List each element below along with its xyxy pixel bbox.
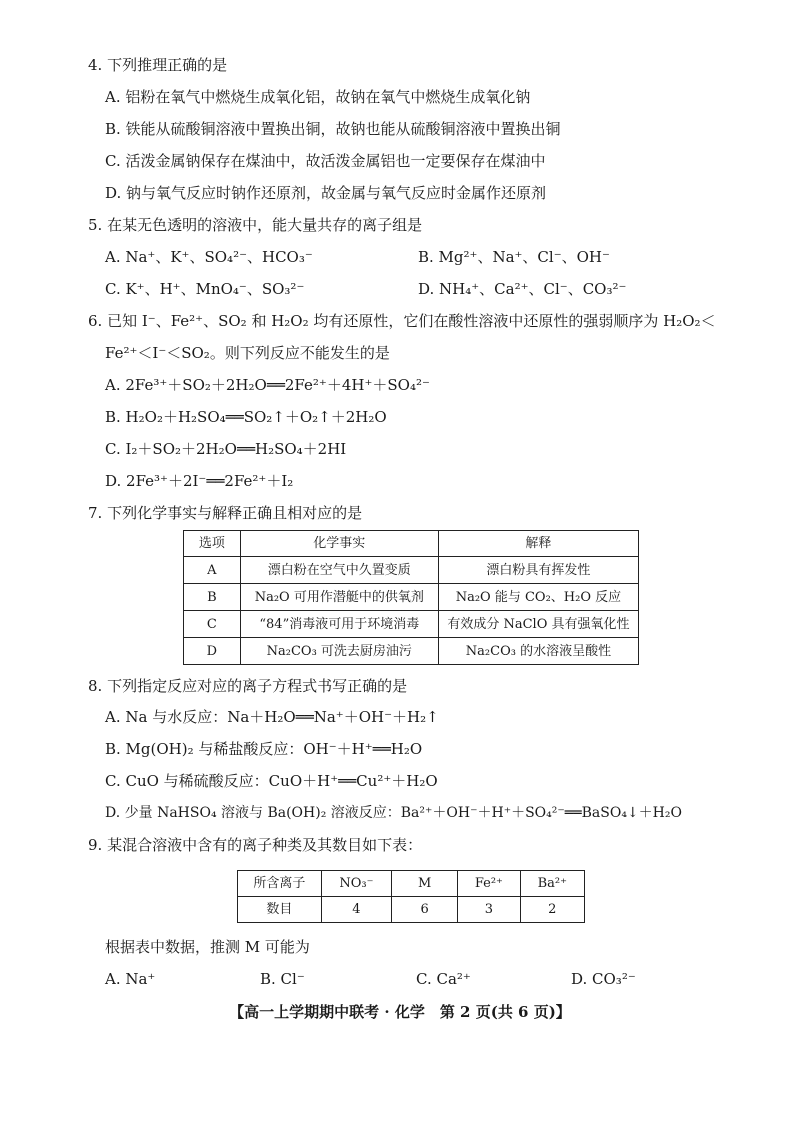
table-header: 化学事实: [240, 531, 438, 557]
table-cell: A: [184, 557, 241, 584]
q6-option-d: D. 2Fe³⁺＋2I⁻══2Fe²⁺＋I₂: [105, 472, 294, 490]
q4-option-a: A. 铝粉在氧气中燃烧生成氧化铝，故钠在氧气中燃烧生成氧化钠: [105, 88, 531, 106]
q9-option-c: C. Ca²⁺: [416, 970, 471, 988]
q6-option-c: C. I₂＋SO₂＋2H₂O══H₂SO₄＋2HI: [105, 440, 347, 458]
q4-option-d: D. 钠与氧气反应时钠作还原剂，故金属与氧气反应时金属作还原剂: [105, 184, 547, 202]
q5-option-a: A. Na⁺、K⁺、SO₄²⁻、HCO₃⁻: [105, 248, 313, 266]
table-cell: NO₃⁻: [321, 871, 391, 897]
q5-stem: 5. 在某无色透明的溶液中，能大量共存的离子组是: [88, 216, 423, 234]
table-cell: Ba²⁺: [520, 871, 584, 897]
q4-option-c: C. 活泼金属钠保存在煤油中，故活泼金属铝也一定要保存在煤油中: [105, 152, 546, 170]
table-header-row: [184, 531, 639, 557]
table-row: [184, 584, 639, 611]
q8-option-c: C. CuO 与稀硫酸反应：CuO＋H⁺══Cu²⁺＋H₂O: [105, 772, 438, 790]
q7-table: [183, 530, 639, 665]
q5-option-c: C. K⁺、H⁺、MnO₄⁻、SO₃²⁻: [105, 280, 305, 298]
table-cell: Na₂O 能与 CO₂、H₂O 反应: [438, 584, 638, 611]
q6-stem-line2: Fe²⁺＜I⁻＜SO₂。则下列反应不能发生的是: [105, 344, 390, 362]
table-cell: Na₂CO₃ 的水溶液呈酸性: [438, 638, 638, 665]
table-cell: 有效成分 NaClO 具有强氧化性: [438, 611, 638, 638]
table-cell: C: [184, 611, 241, 638]
table-cell: D: [184, 638, 241, 665]
table-cell: 所含离子: [238, 871, 322, 897]
q8-option-b: B. Mg(OH)₂ 与稀盐酸反应：OH⁻＋H⁺══H₂O: [105, 740, 423, 758]
q5-option-b: B. Mg²⁺、Na⁺、Cl⁻、OH⁻: [418, 248, 610, 266]
q4-stem: 4. 下列推理正确的是: [88, 56, 228, 74]
table-cell: M: [392, 871, 458, 897]
q8-option-d: D. 少量 NaHSO₄ 溶液与 Ba(OH)₂ 溶液反应：Ba²⁺＋OH⁻＋H⁺＋SO₄²⁻══BaSO₄↓＋H₂O: [105, 805, 682, 821]
q9-table: [237, 870, 585, 923]
q4-option-b: B. 铁能从硫酸铜溶液中置换出铜，故钠也能从硫酸铜溶液中置换出铜: [105, 120, 561, 138]
table-cell: 2: [520, 897, 584, 923]
table-row: [184, 638, 639, 665]
table-cell: 6: [392, 897, 458, 923]
table-header: 解释: [438, 531, 638, 557]
q7-stem: 7. 下列化学事实与解释正确且相对应的是: [88, 504, 363, 522]
q9-prompt: 根据表中数据，推测 M 可能为: [105, 938, 310, 956]
table-row: [238, 871, 585, 897]
q9-stem: 9. 某混合溶液中含有的离子种类及其数目如下表：: [88, 836, 423, 854]
page-footer: 【高一上学期期中联考 · 化学 第 2 页(共 6 页)】: [229, 1003, 571, 1021]
q8-stem: 8. 下列指定反应对应的离子方程式书写正确的是: [88, 677, 408, 695]
table-cell: B: [184, 584, 241, 611]
table-cell: Fe²⁺: [458, 871, 520, 897]
table-cell: 数目: [238, 897, 322, 923]
table-header: 选项: [184, 531, 241, 557]
table-cell: “84”消毒液可用于环境消毒: [240, 611, 438, 638]
table-row: [238, 897, 585, 923]
q6-stem-line1: 6. 已知 I⁻、Fe²⁺、SO₂ 和 H₂O₂ 均有还原性，它们在酸性溶液中还原性的强弱顺序为 H₂O₂＜: [88, 312, 716, 330]
q9-option-d: D. CO₃²⁻: [571, 970, 636, 988]
table-cell: 4: [321, 897, 391, 923]
q6-option-a: A. 2Fe³⁺＋SO₂＋2H₂O══2Fe²⁺＋4H⁺＋SO₄²⁻: [105, 376, 430, 394]
table-row: [184, 611, 639, 638]
table-cell: 漂白粉具有挥发性: [438, 557, 638, 584]
table-cell: 3: [458, 897, 520, 923]
q5-option-d: D. NH₄⁺、Ca²⁺、Cl⁻、CO₃²⁻: [418, 280, 627, 298]
table-cell: 漂白粉在空气中久置变质: [240, 557, 438, 584]
q9-option-b: B. Cl⁻: [260, 970, 305, 988]
q6-option-b: B. H₂O₂＋H₂SO₄══SO₂↑＋O₂↑＋2H₂O: [105, 408, 387, 426]
table-row: [184, 557, 639, 584]
q8-option-a: A. Na 与水反应：Na＋H₂O══Na⁺＋OH⁻＋H₂↑: [105, 708, 439, 726]
table-cell: Na₂O 可用作潜艇中的供氧剂: [240, 584, 438, 611]
table-cell: Na₂CO₃ 可洗去厨房油污: [240, 638, 438, 665]
q9-option-a: A. Na⁺: [105, 970, 156, 988]
